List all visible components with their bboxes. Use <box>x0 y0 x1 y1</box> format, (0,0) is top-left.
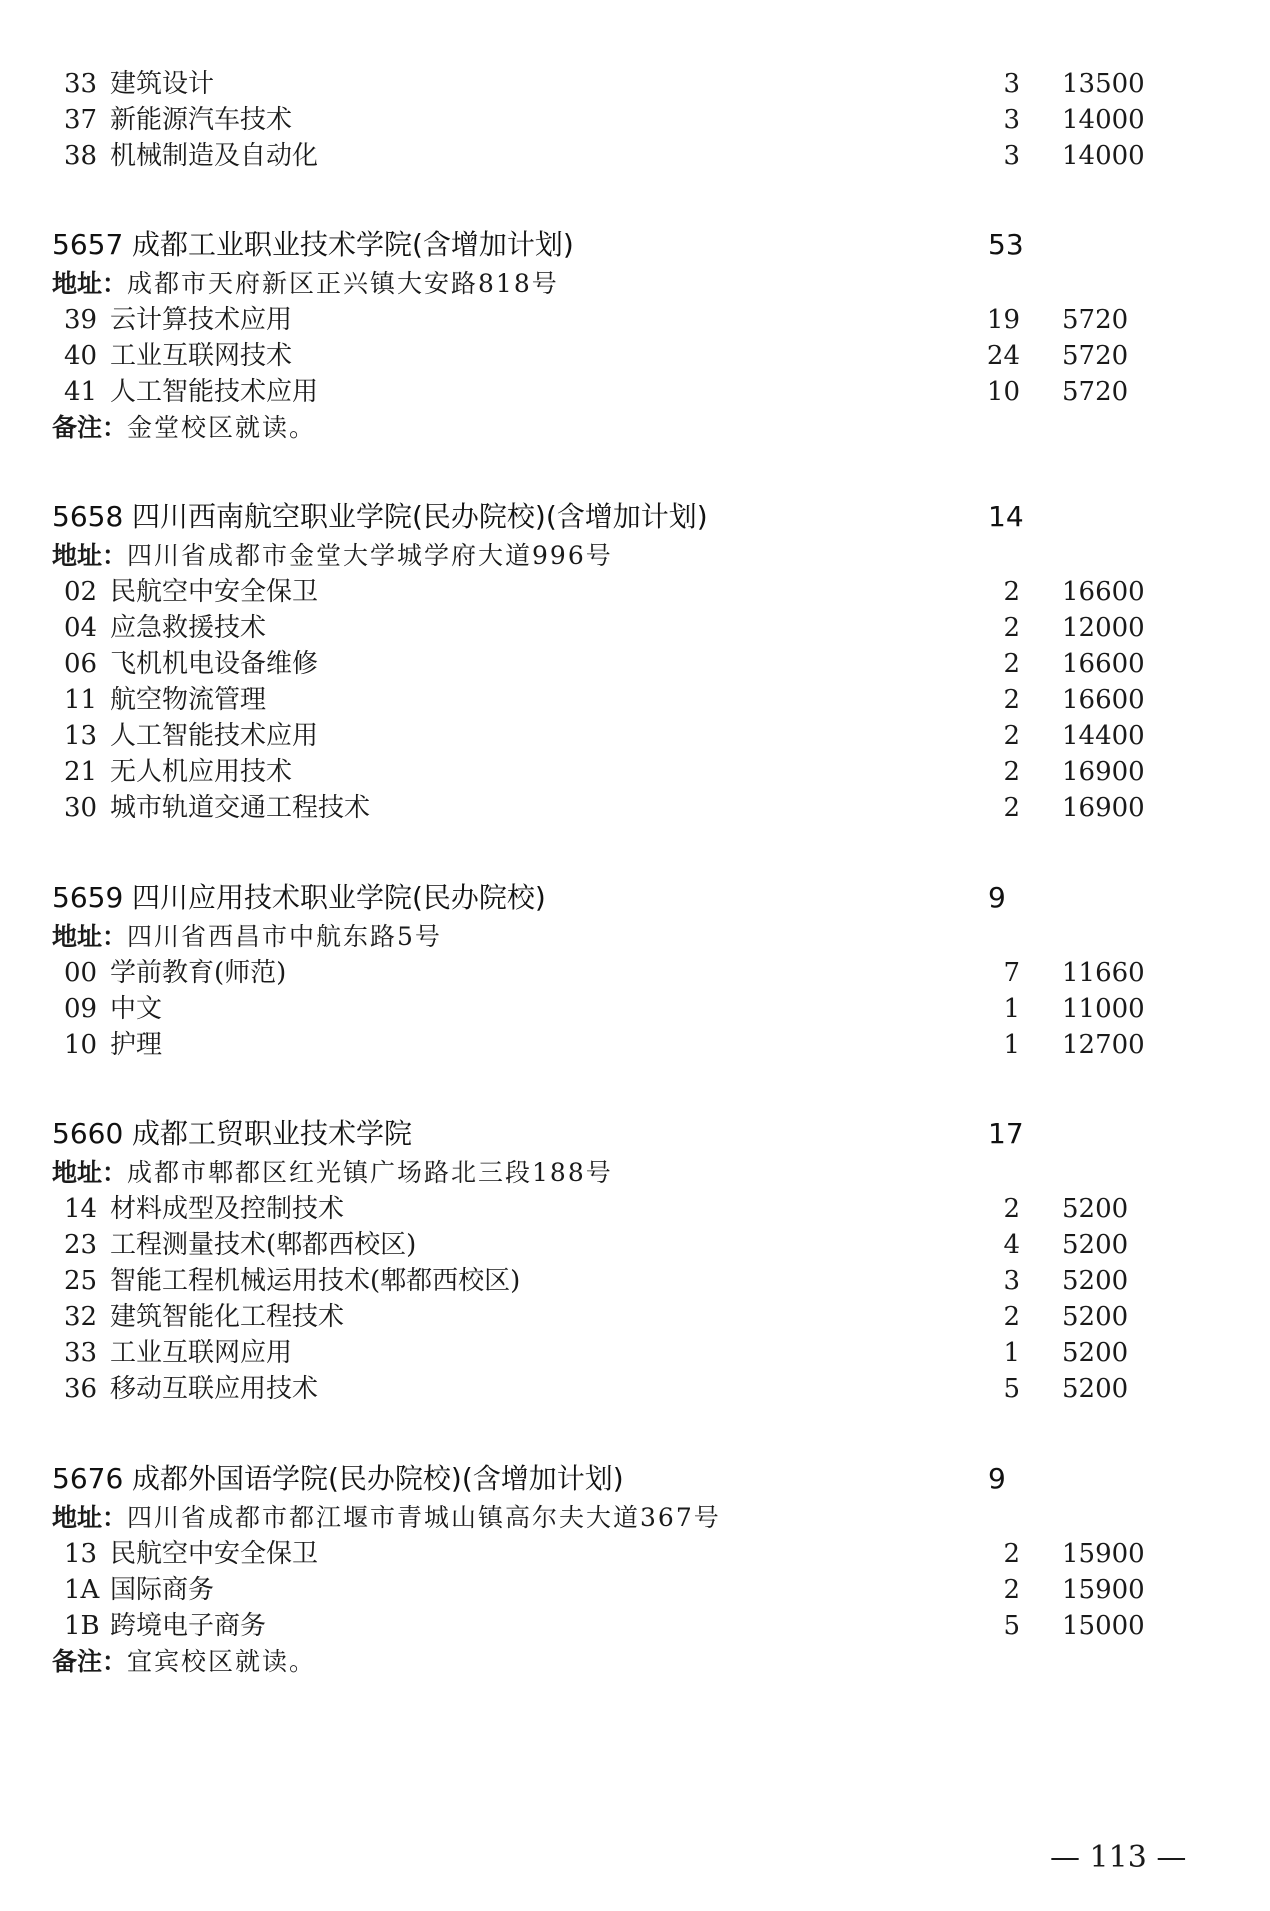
program-count: 2 <box>1003 757 1020 787</box>
school-name: 四川西南航空职业学院(民办院校)(含增加计划) <box>132 500 708 533</box>
school-total: 17 <box>988 1117 1024 1150</box>
program-name: 城市轨道交通工程技术 <box>110 793 371 823</box>
school-name: 成都外国语学院(民办院校)(含增加计划) <box>132 1462 624 1495</box>
program-row <box>0 646 1270 682</box>
program-name: 中文 <box>110 994 163 1024</box>
program-code: 06 <box>64 649 98 679</box>
program-row <box>0 718 1270 754</box>
program-code: 41 <box>64 377 98 407</box>
program-code: 25 <box>64 1266 98 1296</box>
program-row <box>0 374 1270 410</box>
program-row <box>0 955 1270 991</box>
program-name: 新能源汽车技术 <box>110 105 293 135</box>
program-row <box>0 302 1270 338</box>
program-count: 1 <box>1003 1030 1020 1060</box>
program-row <box>0 102 1270 138</box>
school-header <box>0 223 1270 267</box>
note-label: 备注： <box>52 413 128 442</box>
program-fee: 15000 <box>1062 1611 1145 1641</box>
program-fee: 15900 <box>1062 1539 1145 1569</box>
program-name: 云计算技术应用 <box>110 305 293 335</box>
note-value: 宜宾校区就读。 <box>127 1647 317 1676</box>
program-fee: 14000 <box>1062 141 1145 171</box>
school-total: 14 <box>988 500 1024 533</box>
program-fee: 16900 <box>1062 757 1145 787</box>
program-fee: 5720 <box>1062 341 1129 371</box>
school-total: 53 <box>988 228 1024 261</box>
program-count: 2 <box>1003 1302 1020 1332</box>
program-fee: 16600 <box>1062 577 1145 607</box>
program-code: 04 <box>64 613 98 643</box>
program-count: 1 <box>1003 994 1020 1024</box>
program-count: 2 <box>1003 721 1020 751</box>
school-code: 5657 <box>52 228 124 261</box>
program-name: 智能工程机械运用技术(郫都西校区) <box>110 1266 521 1296</box>
program-fee: 14000 <box>1062 105 1145 135</box>
program-name: 人工智能技术应用 <box>110 721 319 751</box>
program-code: 1B <box>64 1611 100 1641</box>
program-row <box>0 1335 1270 1371</box>
school-code: 5660 <box>52 1117 124 1150</box>
program-fee: 5720 <box>1062 377 1129 407</box>
school-address <box>52 1500 721 1536</box>
program-name: 应急救援技术 <box>110 613 267 643</box>
program-row <box>0 1608 1270 1644</box>
school-total: 9 <box>988 1462 1006 1495</box>
address-label: 地址： <box>52 269 128 298</box>
program-count: 4 <box>1003 1230 1020 1260</box>
school-address <box>52 1155 613 1191</box>
program-code: 36 <box>64 1374 98 1404</box>
program-code: 13 <box>64 721 98 751</box>
address-label: 地址： <box>52 1503 128 1532</box>
address-value: 四川省成都市金堂大学城学府大道996号 <box>127 541 613 570</box>
address-label: 地址： <box>52 922 128 951</box>
program-row <box>0 1371 1270 1407</box>
program-count: 2 <box>1003 1575 1020 1605</box>
program-fee: 5200 <box>1062 1302 1129 1332</box>
program-row <box>0 1299 1270 1335</box>
program-count: 2 <box>1003 793 1020 823</box>
school-total: 9 <box>988 881 1006 914</box>
note-label: 备注： <box>52 1647 128 1676</box>
program-fee: 14400 <box>1062 721 1145 751</box>
school-name: 成都工贸职业技术学院 <box>132 1117 413 1150</box>
school-note <box>52 1644 316 1680</box>
program-count: 7 <box>1003 958 1020 988</box>
program-name: 工业互联网应用 <box>110 1338 293 1368</box>
program-fee: 16900 <box>1062 793 1145 823</box>
program-fee: 12700 <box>1062 1030 1145 1060</box>
program-fee: 13500 <box>1062 69 1145 99</box>
program-code: 23 <box>64 1230 98 1260</box>
program-code: 33 <box>64 1338 98 1368</box>
program-row <box>0 1536 1270 1572</box>
program-name: 工业互联网技术 <box>110 341 293 371</box>
program-row <box>0 682 1270 718</box>
program-code: 21 <box>64 757 98 787</box>
address-value: 成都市郫都区红光镇广场路北三段188号 <box>127 1158 613 1187</box>
program-name: 无人机应用技术 <box>110 757 293 787</box>
program-code: 39 <box>64 305 98 335</box>
school-code: 5676 <box>52 1462 124 1495</box>
program-count: 19 <box>986 305 1020 335</box>
program-code: 10 <box>64 1030 98 1060</box>
school-name: 四川应用技术职业学院(民办院校) <box>132 881 546 914</box>
program-fee: 5200 <box>1062 1338 1129 1368</box>
program-code: 32 <box>64 1302 98 1332</box>
program-code: 14 <box>64 1194 98 1224</box>
school-note <box>52 410 316 446</box>
school-address <box>52 538 613 574</box>
program-name: 建筑智能化工程技术 <box>110 1302 345 1332</box>
program-fee: 16600 <box>1062 649 1145 679</box>
program-count: 2 <box>1003 577 1020 607</box>
program-row <box>0 1191 1270 1227</box>
school-address <box>52 919 442 955</box>
program-fee: 15900 <box>1062 1575 1145 1605</box>
program-row <box>0 66 1270 102</box>
program-count: 10 <box>986 377 1020 407</box>
program-row <box>0 1572 1270 1608</box>
program-fee: 5200 <box>1062 1194 1129 1224</box>
program-name: 机械制造及自动化 <box>110 141 319 171</box>
program-fee: 5200 <box>1062 1230 1129 1260</box>
program-row <box>0 1027 1270 1063</box>
program-count: 3 <box>1003 1266 1020 1296</box>
school-header <box>0 876 1270 920</box>
program-row <box>0 610 1270 646</box>
program-row <box>0 574 1270 610</box>
program-name: 建筑设计 <box>110 69 215 99</box>
address-value: 成都市天府新区正兴镇大安路818号 <box>127 269 559 298</box>
program-row <box>0 1227 1270 1263</box>
program-count: 2 <box>1003 613 1020 643</box>
program-count: 2 <box>1003 649 1020 679</box>
program-code: 33 <box>64 69 98 99</box>
program-name: 材料成型及控制技术 <box>110 1194 345 1224</box>
address-value: 四川省成都市都江堰市青城山镇高尔夫大道367号 <box>127 1503 721 1532</box>
program-code: 02 <box>64 577 98 607</box>
school-header <box>0 1112 1270 1156</box>
program-name: 航空物流管理 <box>110 685 267 715</box>
program-row <box>0 338 1270 374</box>
school-name: 成都工业职业技术学院(含增加计划) <box>132 228 574 261</box>
program-name: 跨境电子商务 <box>110 1611 267 1641</box>
program-count: 24 <box>986 341 1020 371</box>
program-fee: 5200 <box>1062 1374 1129 1404</box>
program-row <box>0 1263 1270 1299</box>
program-count: 5 <box>1003 1611 1020 1641</box>
school-header <box>0 495 1270 539</box>
program-code: 00 <box>64 958 98 988</box>
school-code: 5658 <box>52 500 124 533</box>
program-name: 飞机机电设备维修 <box>110 649 319 679</box>
address-label: 地址： <box>52 541 128 570</box>
note-value: 金堂校区就读。 <box>127 413 317 442</box>
program-count: 3 <box>1003 69 1020 99</box>
program-name: 国际商务 <box>110 1575 215 1605</box>
program-code: 13 <box>64 1539 98 1569</box>
school-address <box>52 266 559 302</box>
program-fee: 11000 <box>1062 994 1145 1024</box>
program-row <box>0 138 1270 174</box>
school-header <box>0 1457 1270 1501</box>
program-name: 移动互联应用技术 <box>110 1374 319 1404</box>
program-code: 37 <box>64 105 98 135</box>
school-code: 5659 <box>52 881 124 914</box>
program-name: 民航空中安全保卫 <box>110 1539 319 1569</box>
program-code: 09 <box>64 994 98 1024</box>
program-code: 11 <box>64 685 98 715</box>
program-name: 学前教育(师范) <box>110 958 287 988</box>
program-fee: 16600 <box>1062 685 1145 715</box>
page-number: — 113 — <box>1050 1840 1187 1875</box>
program-count: 2 <box>1003 1539 1020 1569</box>
program-fee: 5720 <box>1062 305 1129 335</box>
program-code: 38 <box>64 141 98 171</box>
program-row <box>0 991 1270 1027</box>
address-value: 四川省西昌市中航东路5号 <box>127 922 442 951</box>
program-name: 护理 <box>110 1030 163 1060</box>
program-name: 工程测量技术(郫都西校区) <box>110 1230 417 1260</box>
program-fee: 11660 <box>1062 958 1145 988</box>
program-row <box>0 754 1270 790</box>
program-code: 30 <box>64 793 98 823</box>
program-count: 2 <box>1003 1194 1020 1224</box>
program-count: 2 <box>1003 685 1020 715</box>
program-fee: 12000 <box>1062 613 1145 643</box>
program-fee: 5200 <box>1062 1266 1129 1296</box>
program-name: 民航空中安全保卫 <box>110 577 319 607</box>
program-count: 3 <box>1003 105 1020 135</box>
program-count: 5 <box>1003 1374 1020 1404</box>
address-label: 地址： <box>52 1158 128 1187</box>
program-count: 3 <box>1003 141 1020 171</box>
program-count: 1 <box>1003 1338 1020 1368</box>
program-row <box>0 790 1270 826</box>
program-code: 1A <box>64 1575 100 1605</box>
program-code: 40 <box>64 341 98 371</box>
program-name: 人工智能技术应用 <box>110 377 319 407</box>
